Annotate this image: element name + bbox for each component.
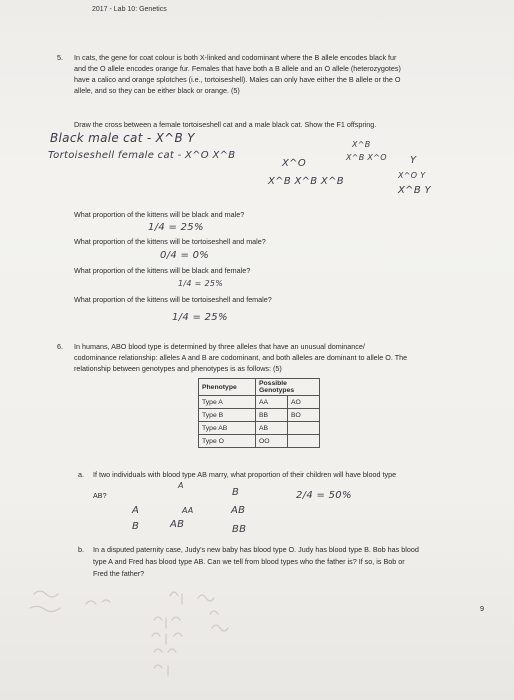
answer-ab-proportion: 2/4 = 50%: [296, 490, 352, 501]
table-header-row: [199, 379, 320, 396]
q6-text-line3: relationship between genotypes and phenotypes is as follows: (5): [74, 364, 282, 373]
handwritten-row2-ab: AB: [170, 519, 185, 530]
table-cell: BB: [256, 409, 288, 422]
handwritten-cross-xbxo: X^B X^O: [346, 153, 387, 162]
q6b-line2: type A and Fred has blood type AB. Can we tell from blood types who the father is? If so, is Bob or: [93, 557, 405, 566]
table-header-phenotype: Phenotype: [199, 379, 256, 396]
handwritten-row1-a: A: [132, 505, 140, 516]
q6a-label: a.: [78, 470, 84, 479]
answer-tort-male: 0/4 = 0%: [160, 250, 210, 261]
handwritten-punnett-a: A: [178, 481, 184, 490]
q5-text-line3: have a calico and orange splotches (i.e., tortoiseshell). Males can only have either the B allele or the O: [74, 75, 401, 84]
table-row: [199, 409, 320, 422]
handwritten-row2-bb: BB: [232, 524, 247, 535]
table-cell: AO: [288, 396, 320, 409]
table-cell: AA: [256, 396, 288, 409]
handwritten-cross-xo: X^O: [282, 158, 307, 169]
answer-black-male: 1/4 = 25%: [148, 222, 204, 233]
answer-black-female: 1/4 = 25%: [178, 279, 224, 288]
page-number: 9: [480, 604, 484, 613]
handwritten-row1-aa: AA: [182, 506, 194, 515]
q6b-line1: In a disputed paternity case, Judy's new baby has blood type O. Judy has blood type B. Bob has blood: [93, 545, 419, 554]
handwritten-punnett-b: B: [232, 487, 240, 498]
answer-tort-female: 1/4 = 25%: [172, 312, 228, 323]
blood-type-table: [198, 378, 320, 448]
table-cell: OO: [256, 435, 288, 448]
q5-black-male-question: What proportion of the kittens will be black and male?: [74, 210, 245, 219]
faint-pencil-marks: [20, 580, 280, 690]
table-cell: Type A: [199, 396, 256, 409]
q5-tort-male-question: What proportion of the kittens will be tortoiseshell and male?: [74, 237, 266, 246]
table-cell: Type O: [199, 435, 256, 448]
handwritten-cross-xby: X^B Y: [398, 185, 431, 196]
handwritten-tort-female: Tortoiseshell female cat - X^O X^B: [48, 150, 236, 161]
handwritten-black-male: Black male cat - X^B Y: [50, 131, 195, 145]
q5-text-line2: and the O allele encodes orange fur. Females that have both a B allele and an O allele (heterozygotes): [74, 64, 401, 73]
q6b-label: b.: [78, 545, 84, 554]
table-cell: BO: [288, 409, 320, 422]
table-cell: [288, 422, 320, 435]
table-cell: Type B: [199, 409, 256, 422]
handwritten-row1-ab: AB: [231, 505, 246, 516]
handwritten-cross-xb: X^B: [352, 140, 371, 149]
table-row: [199, 396, 320, 409]
q6a-line1: If two individuals with blood type AB marry, what proportion of their children will have blood type: [93, 470, 397, 479]
q6-text-line1: In humans, ABO blood type is determined by three alleles that have an unusual dominance/: [74, 342, 365, 351]
table-header-genotypes: Possible Genotypes: [256, 379, 320, 396]
q5-text-line1: In cats, the gene for coat colour is both X-linked and codominant where the B allele encodes black fur: [74, 53, 397, 62]
q5-number: 5.: [57, 53, 63, 62]
handwritten-cross-y: Y: [410, 155, 417, 166]
page-header: 2017 - Lab 10: Genetics: [92, 6, 167, 13]
q5-instruction: Draw the cross between a female tortoiseshell cat and a male black cat. Show the F1 offspring.: [74, 120, 377, 129]
handwritten-cross-xoy: X^O Y: [398, 171, 426, 180]
handwritten-cross-xbxb: X^B X^B X^B: [268, 176, 344, 187]
handwritten-row2-b: B: [132, 521, 140, 532]
q5-black-female-question: What proportion of the kittens will be black and female?: [74, 266, 251, 275]
table-row: [199, 435, 320, 448]
q6a-line2: AB?: [93, 491, 107, 500]
q5-tort-female-question: What proportion of the kittens will be tortoiseshell and female?: [74, 295, 272, 304]
table-cell: Type AB: [199, 422, 256, 435]
table-cell: AB: [256, 422, 288, 435]
q6b-line3: Fred the father?: [93, 569, 145, 578]
q6-text-line2: codominance relationship: alleles A and B are codominant, and both alleles are dominant to allele O. The: [74, 353, 408, 362]
table-cell: [288, 435, 320, 448]
table-row: [199, 422, 320, 435]
q5-text-line4: allele, and so they can be either black or orange. (5): [74, 86, 240, 95]
q6-number: 6.: [57, 342, 63, 351]
